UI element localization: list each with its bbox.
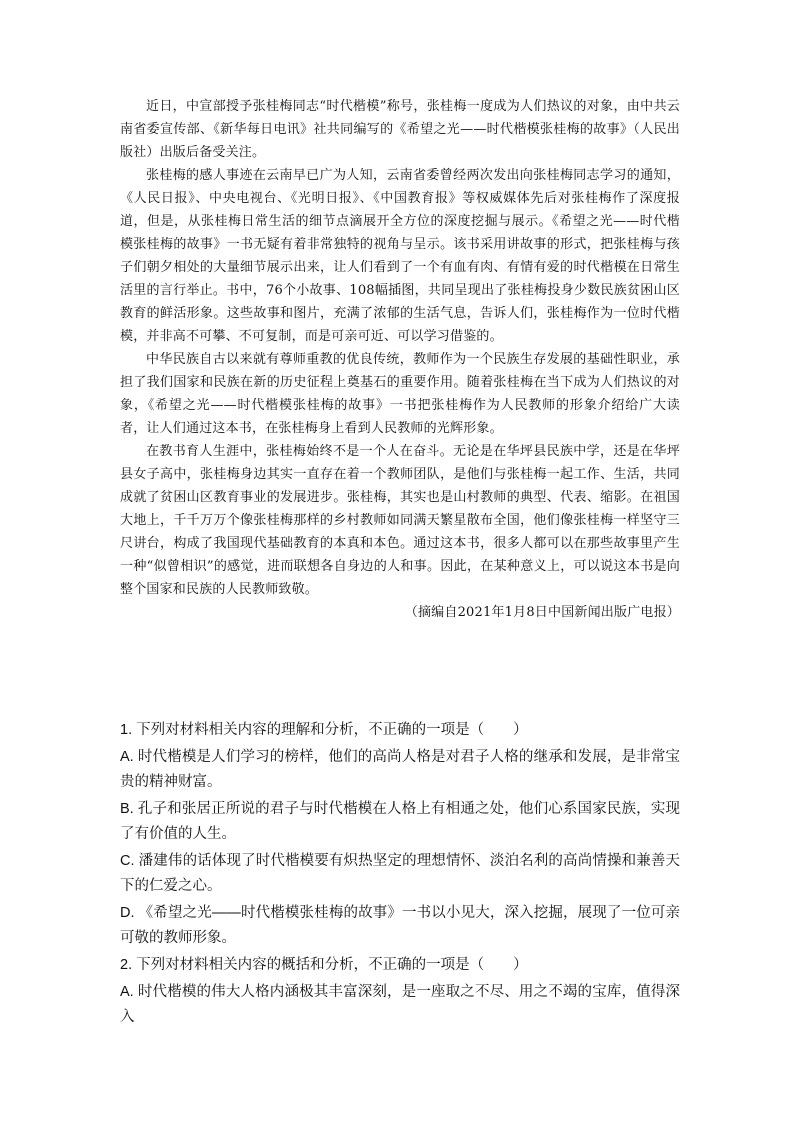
question-section [120, 718, 680, 1032]
question-1-option-c: C. 潘建伟的话体现了时代楷模要有炽热坚定的理想情怀、淡泊名利的高尚情操和兼善天下的仁爱之心。 [120, 853, 680, 894]
article-paragraph-4: 在教书育人生涯中，张桂梅始终不是一个人在奋斗。无论是在华坪县民族中学，还是在华坪县女子高中，张桂梅身边其实一直存在着一个教师团队，是他们与张桂梅一起工作、生活，共同成就了贫困山区教育事业的发展进步。张桂梅，其实也是山村教师的典型、代表、缩影。在祖国大地上，千千万万个像张桂梅那样的乡村教师如同满天繁星散布全国，他们像张桂梅一样坚守三尺讲台，构成了我国现代基础教育的本真和本色。通过这本书，很多人都可以在那些故事里产生一种“似曾相识”的感觉，进而联想各自身边的人和事。因此，在某种意义上，可以说这本书是向整个国家和民族的人民教师致敬。 [120, 444, 680, 597]
article-paragraph-1: 近日，中宣部授予张桂梅同志“时代楷模”称号，张桂梅一度成为人们热议的对象，由中共云南省委宣传部、《新华每日电讯》社共同编写的《希望之光——时代楷模张桂梅的故事》（人民出版社）出版后备受关注。 [120, 99, 680, 160]
article-source: （摘编自2021年1月8日中国新闻出版广电报） [404, 605, 680, 620]
question-2-option-a: A. 时代楷模的伟大人格内涵极其丰富深刻，是一座取之不尽、用之不竭的宝库，值得深入 [120, 984, 680, 1025]
question-2-stem: 2. 下列对材料相关内容的概括和分析，不正确的一项是（ ） [120, 957, 528, 973]
question-1-stem: 1. 下列对材料相关内容的理解和分析，不正确的一项是（ ） [120, 722, 528, 738]
article-paragraph-2: 张桂梅的感人事迹在云南早已广为人知，云南省委曾经两次发出向张桂梅同志学习的通知，《人民日报》、中央电视台、《光明日报》、《中国教育报》等权威媒体先后对张桂梅作了深度报道，但是，从张桂梅日常生活的细节点滴展开全方位的深度挖掘与展示。《希望之光——时代楷模张桂梅的故事》一书无疑有着非常独特的视角与呈示。该书采用讲故事的形式，把张桂梅与孩子们朝夕相处的大量细节展示出来，让人们看到了一个有血有肉、有情有爱的时代楷模在日常生活里的言行举止。书中，76个小故事、108幅插图，共同呈现出了张桂梅投身少数民族贫困山区教育的鲜活形象。这些故事和图片，充满了浓郁的生活气息，告诉人们，张桂梅作为一位时代楷模，并非高不可攀、不可复制，而是可亲可近、可以学习借鉴的。 [120, 168, 680, 344]
question-1-option-a: A. 时代楷模是人们学习的榜样，他们的高尚人格是对君子人格的继承和发展，是非常宝贵的精神财富。 [120, 749, 680, 790]
question-1-option-d: D. 《希望之光——时代楷模张桂梅的故事》一书以小见大，深入挖掘，展现了一位可亲可敬的教师形象。 [120, 905, 680, 946]
question-1-option-b: B. 孔子和张居正所说的君子与时代楷模在人格上有相通之处，他们心系国家民族，实现了有价值的人生。 [120, 801, 680, 842]
article-paragraph-3: 中华民族自古以来就有尊师重教的优良传统，教师作为一个民族生存发展的基础性职业，承担了我们国家和民族在新的历史征程上奠基石的重要作用。随着张桂梅在当下成为人们热议的对象，《希望之光——时代楷模张桂梅的故事》一书把张桂梅作为人民教师的形象介绍给广大读者，让人们通过这本书，在张桂梅身上看到人民教师的光辉形象。 [120, 352, 680, 436]
article-body [120, 95, 680, 624]
